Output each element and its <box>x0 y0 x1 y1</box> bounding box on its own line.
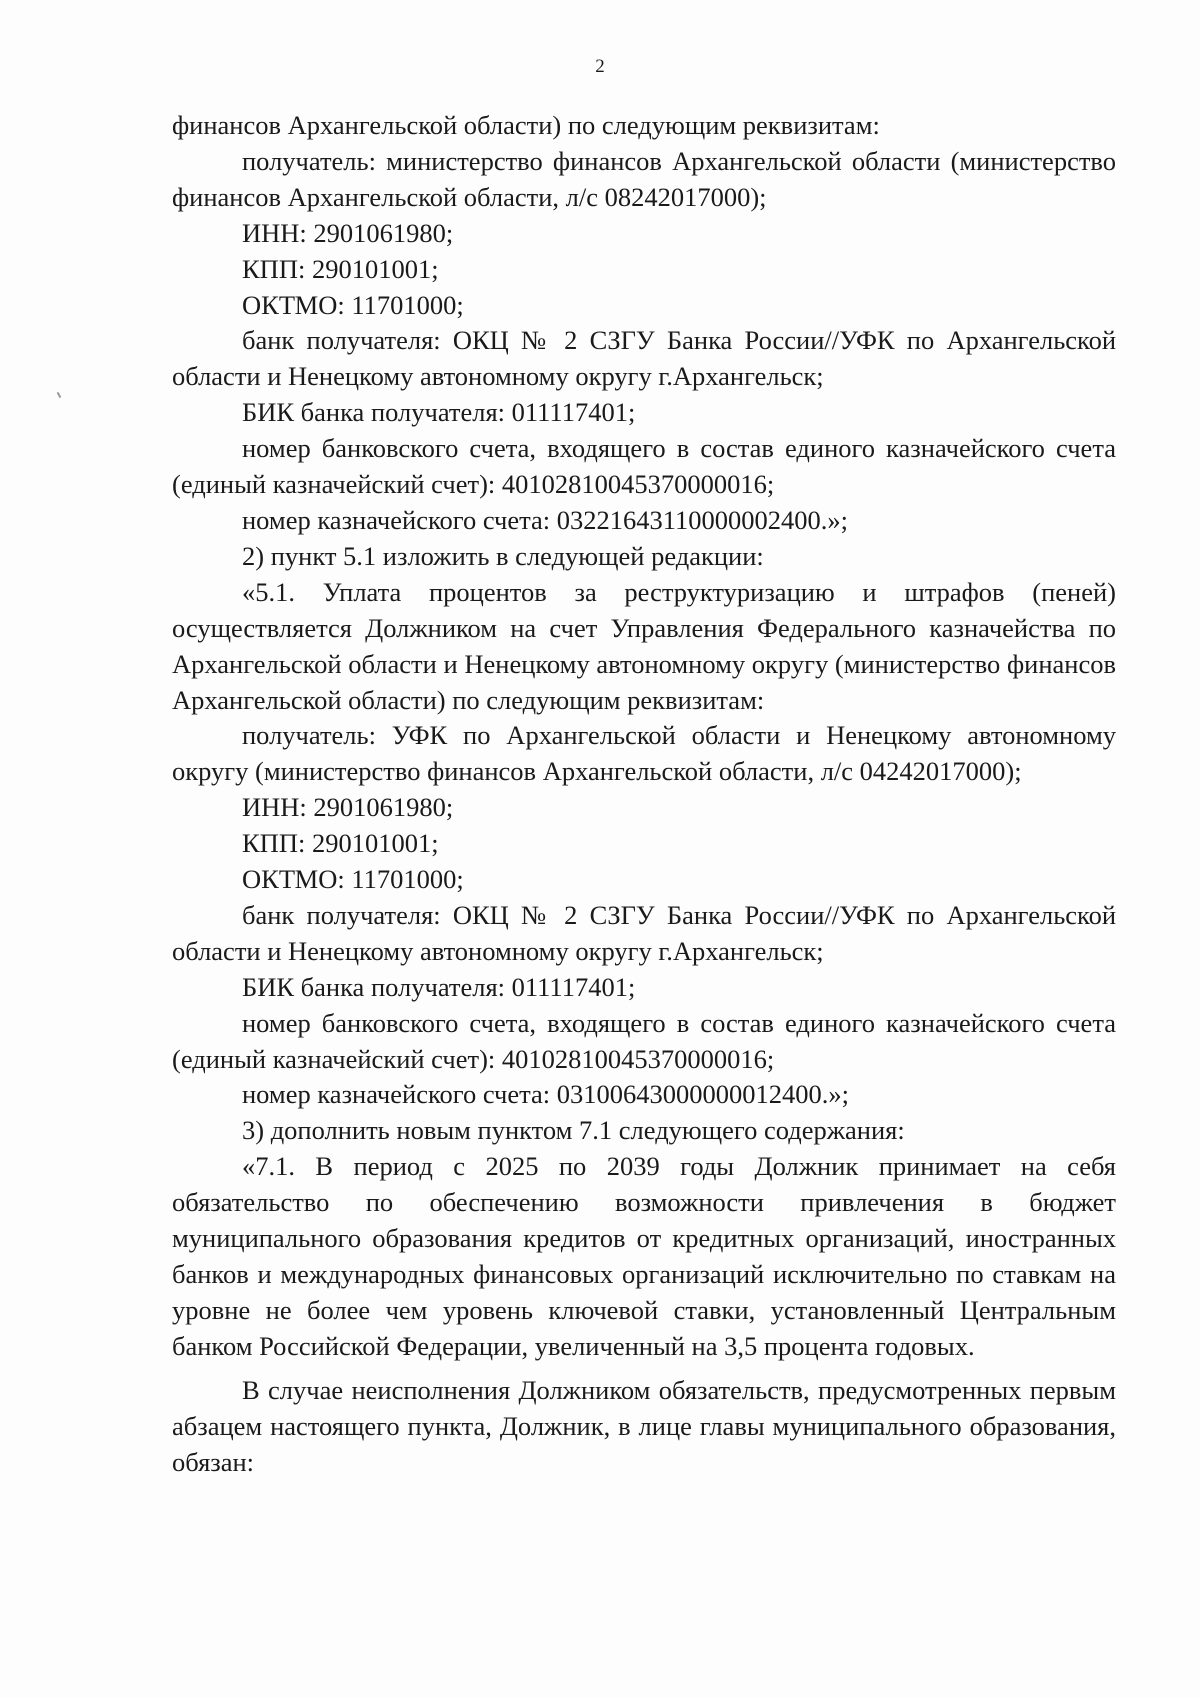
paragraph: номер казначейского счета: 03221643110000002400.»; <box>242 504 849 535</box>
paragraph: номер банковского счета, входящего в состав единого казначейского счета (единый казначейский счет): 40102810045370000016; <box>172 1007 1116 1074</box>
paragraph: ОКТМО: 11701000; <box>242 864 464 895</box>
paragraph: получатель: министерство финансов Архангельской области (министерство финансов Архангельской области, л/с 08242017000); <box>172 145 1116 212</box>
paragraph: КПП: 290101001; <box>242 828 439 859</box>
page-number: 2 <box>595 56 605 77</box>
document-body <box>172 108 1116 1480</box>
paragraph: ИНН: 2901061980; <box>242 792 454 823</box>
paragraph: ИНН: 2901061980; <box>242 217 454 248</box>
paragraph: банк получателя: ОКЦ № 2 СЗГУ Банка России//УФК по Архангельской области и Ненецкому автономному округу г.Архангельск; <box>172 325 1116 392</box>
paragraph: В случае неисполнения Должником обязательств, предусмотренных первым абзацем настоящего пункта, Должник, в лице главы муниципального образования, обязан: <box>172 1374 1116 1477</box>
scan-mark <box>57 392 62 398</box>
paragraph: ОКТМО: 11701000; <box>242 289 464 320</box>
paragraph: 2) пункт 5.1 изложить в следующей редакции: <box>242 540 764 571</box>
paragraph: получатель: УФК по Архангельской области и Ненецкому автономному округу (министерство финансов Архангельской области, л/с 04242017000); <box>172 720 1116 787</box>
paragraph: БИК банка получателя: 011117401; <box>242 397 636 428</box>
paragraph: номер банковского счета, входящего в состав единого казначейского счета (единый казначейский счет): 40102810045370000016; <box>172 433 1116 500</box>
paragraph: 3) дополнить новым пунктом 7.1 следующего содержания: <box>242 1115 905 1146</box>
paragraph: банк получателя: ОКЦ № 2 СЗГУ Банка России//УФК по Архангельской области и Ненецкому автономному округу г.Архангельск; <box>172 899 1116 966</box>
paragraph: «7.1. В период с 2025 по 2039 годы Должник принимает на себя обязательство по обеспечению возможности привлечения в бюджет муниципального образования кредитов от кредитных организаций, иностранных банков и международных финансовых организаций исключительно по ставкам на уровне не более чем уровень ключевой ставки, установленный Центральным банком Российской Федерации, увеличенный на 3,5 процента годовых. <box>172 1151 1116 1361</box>
paragraph: финансов Архангельской области) по следующим реквизитам: <box>172 110 880 140</box>
paragraph: КПП: 290101001; <box>242 253 439 284</box>
paragraph: «5.1. Уплата процентов за реструктуризацию и штрафов (пеней) осуществляется Должником на счет Управления Федерального казначейства по Архангельской области и Ненецкому автономному округу (министерство финансов Архангельской области) по следующим реквизитам: <box>172 576 1116 715</box>
paragraph: БИК банка получателя: 011117401; <box>242 971 636 1002</box>
paragraph: номер казначейского счета: 03100643000000012400.»; <box>242 1079 850 1110</box>
